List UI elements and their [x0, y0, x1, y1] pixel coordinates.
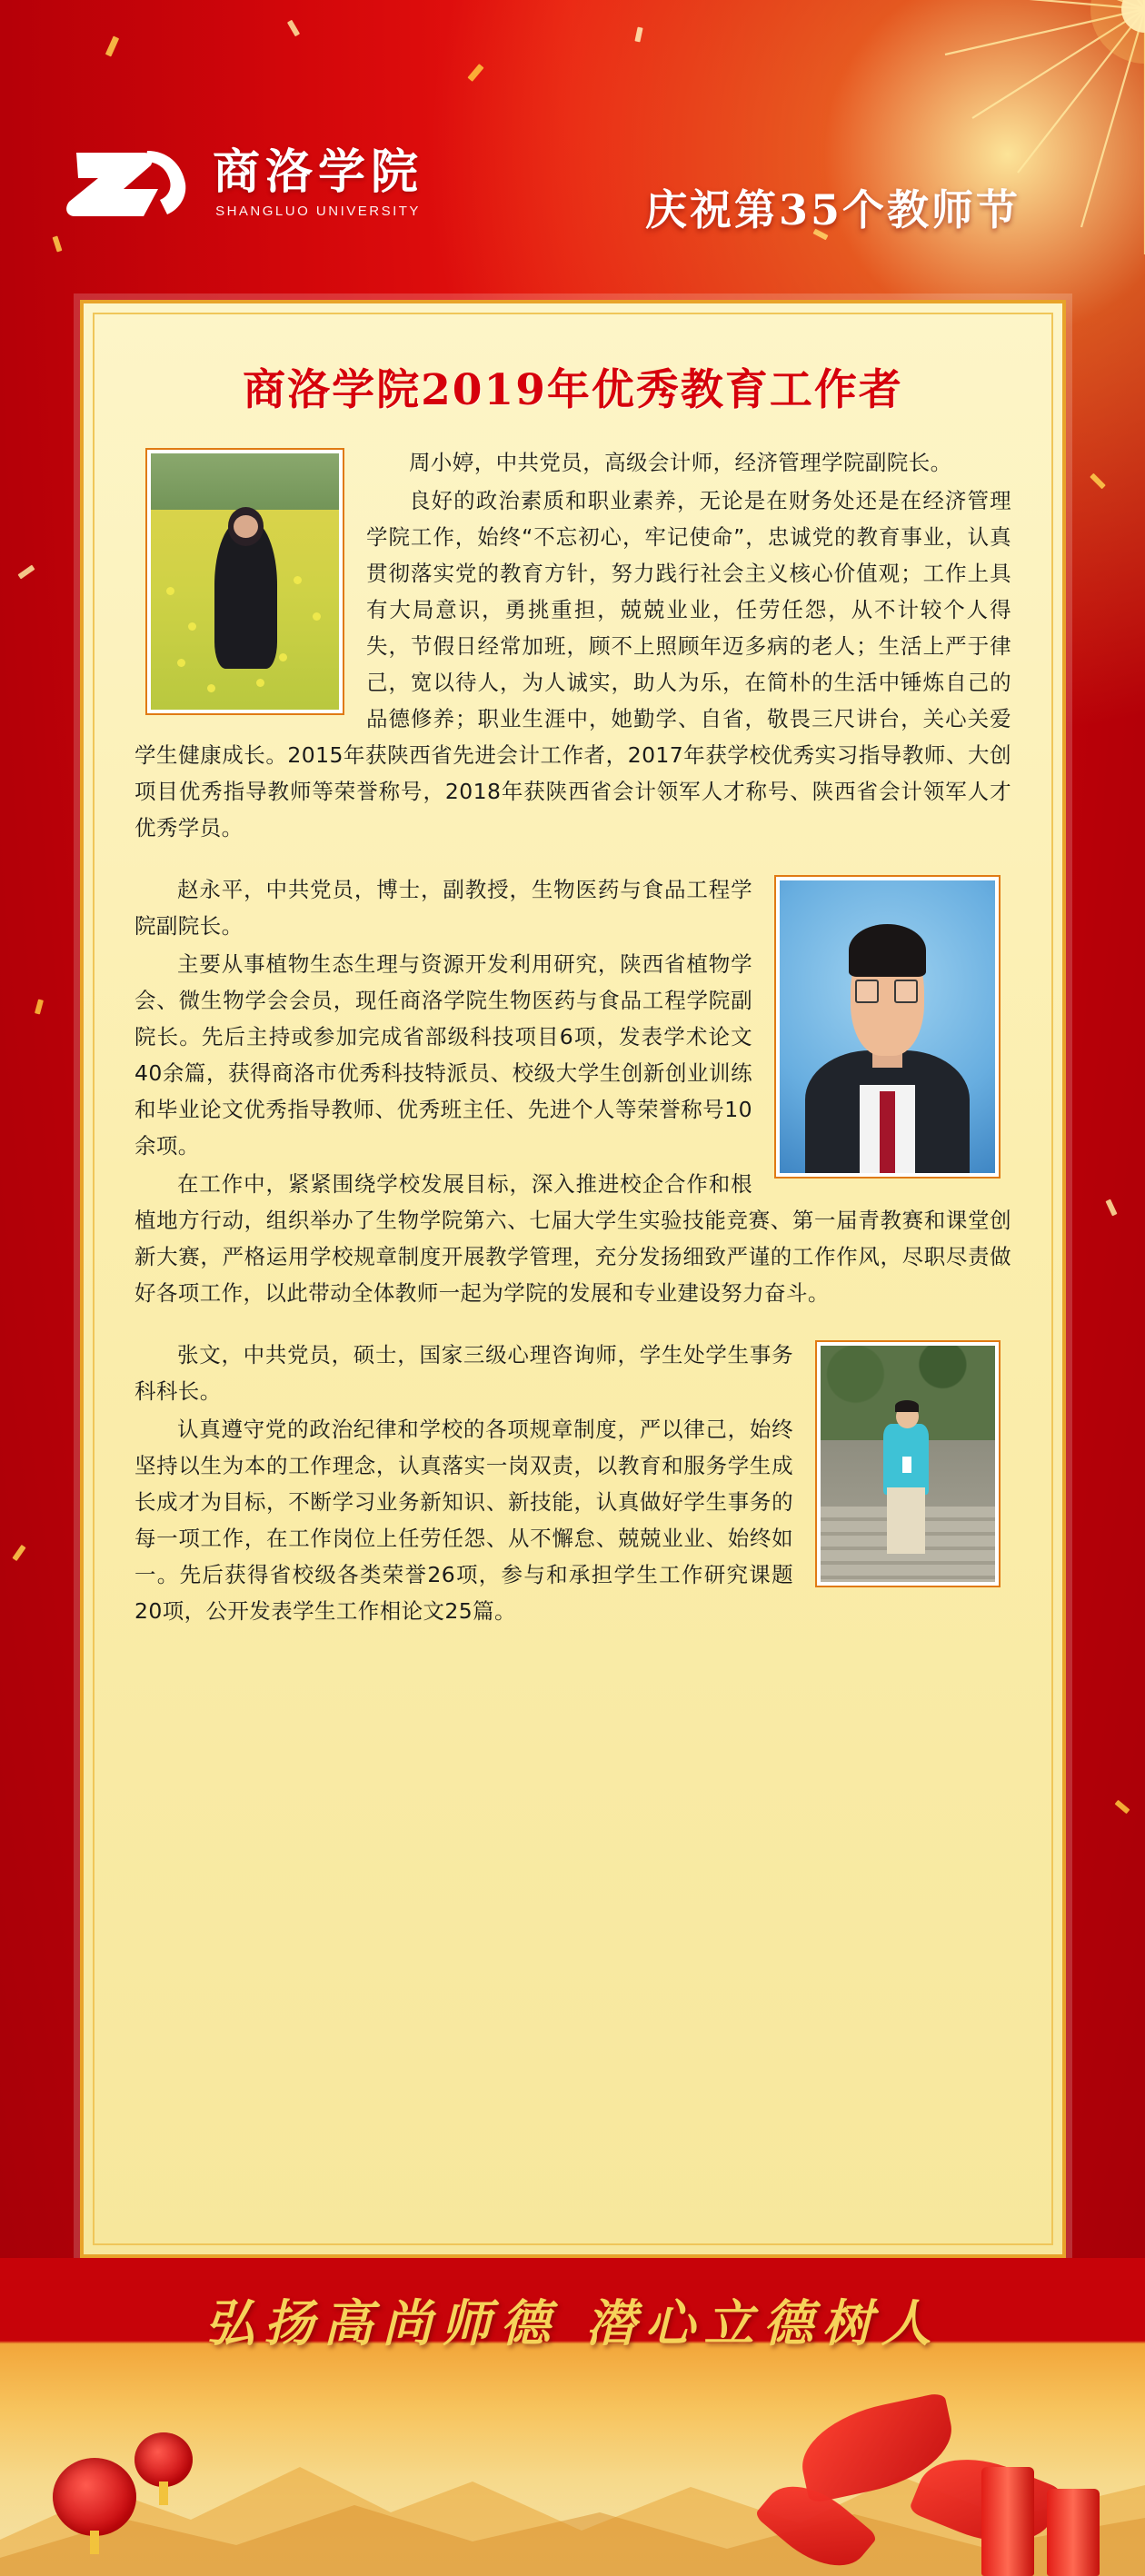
- profile-3-paragraph-1: 张文，中共党员，硕士，国家三级心理咨询师，学生处学生事务科科长。: [134, 1342, 793, 1404]
- confetti: [17, 565, 35, 580]
- lantern-icon: [53, 2458, 136, 2536]
- profile-section-2: [134, 871, 1011, 1313]
- profile-2-paragraph-1: 赵永平，中共党员，博士，副教授，生物医药与食品工程学院副院长。: [134, 877, 752, 939]
- content-card: [80, 300, 1066, 2258]
- profile-section-1: [134, 444, 1011, 848]
- header: [0, 0, 1145, 282]
- candle-icon: [1047, 2489, 1100, 2576]
- content-card-inner: [93, 313, 1053, 2245]
- profile-1-paragraph-1: 周小婷，中共党员，高级会计师，经济管理学院副院长。: [409, 450, 952, 475]
- portrait-zhang-wen-photo: [817, 1342, 999, 1586]
- confetti: [12, 1545, 25, 1561]
- lantern-icon: [134, 2432, 193, 2487]
- confetti: [1090, 473, 1106, 490]
- confetti: [1105, 1199, 1117, 1217]
- page-title: 商洛学院2019年优秀教育工作者: [243, 365, 903, 415]
- university-logo: [60, 136, 423, 231]
- confetti: [35, 999, 44, 1014]
- profile-3-paragraph-2: 认真遵守党的政治纪律和学校的各项规章制度，严以律己，始终坚持以生为本的工作理念，认真落实一岗双责，以教育和服务学生成长成才为目标，不断学习业务新知识、新技能，认真做好学生事务的每一项工作，在工作岗位上任劳任怨、从不懈怠、兢兢业业、始终如一。先后获得省校级各类荣誉26项，参与和承担学生工作研究课题20项，公开发表学生工作相论文25篇。: [134, 1417, 793, 1624]
- profile-2-paragraph-2: 主要从事植物生态生理与资源开发利用研究，陕西省植物学会、微生物学会会员，现任商洛学院生物医药与食品工程学院副院长。先后主持或参加完成省部级科技项目6项，发表学术论文40余篇，获得商洛市优秀科技特派员、校级大学生创新创业训练和毕业论文优秀指导教师、优秀班主任、先进个人等荣誉称号10余项。: [134, 951, 752, 1159]
- footer-slogan: 弘扬高尚师德 潜心立德树人: [204, 2293, 941, 2352]
- sl-monogram-logo-icon: [60, 136, 196, 231]
- footer: [0, 2258, 1145, 2576]
- portrait-zhou-xiaoting-photo: [147, 450, 343, 713]
- profile-2-paragraph-3: 在工作中，紧紧围绕学校发展目标，深入推进校企合作和根植地方行动，组织举办了生物学院第六、七届大学生实验技能竞赛、第一届青教赛和课堂创新大赛，严格运用学校规章制度开展教学管理，充分发扬细致严谨的工作作风，尽职尽责做好各项工作，以此带动全体教师一起为学院的发展和专业建设努力奋斗。: [134, 1171, 1011, 1306]
- logo-english-name: SHANGLUO UNIVERSITY: [215, 203, 421, 219]
- profile-1-paragraph-2: 良好的政治素质和职业素养，无论是在财务处还是在经济管理学院工作，始终“不忘初心，牢记使命”，忠诚党的教育事业，认真贯彻落实党的教育方针，努力践行社会主义核心价值观；工作上具有大局意识，勇挑重担，兢兢业业，任劳任怨，从不计较个人得失，节假日经常加班，顾不上照顾年迈多病的老人；生活上严于律己，宽以待人，为人诚实，助人为乐，在简朴的生活中锤炼自己的品德修养；职业生涯中，她勤学、自省，敬畏三尺讲台，关心关爱学生健康成长。2015年获陕西省先进会计工作者，2017年获学校优秀实习指导教师、大创项目优秀指导教师等荣誉称号，2018年获陕西省会计领军人才称号、陕西省会计领军人才优秀学员。: [134, 488, 1011, 840]
- profile-section-3: [134, 1337, 1011, 1631]
- logo-chinese-name: 商洛学院: [213, 144, 424, 201]
- logo-text-block: [213, 144, 424, 219]
- candle-icon: [981, 2467, 1034, 2576]
- confetti: [1115, 1800, 1130, 1815]
- portrait-zhao-yongping-photo: [776, 877, 999, 1177]
- header-slogan: 庆祝第35个教师节: [645, 185, 1021, 234]
